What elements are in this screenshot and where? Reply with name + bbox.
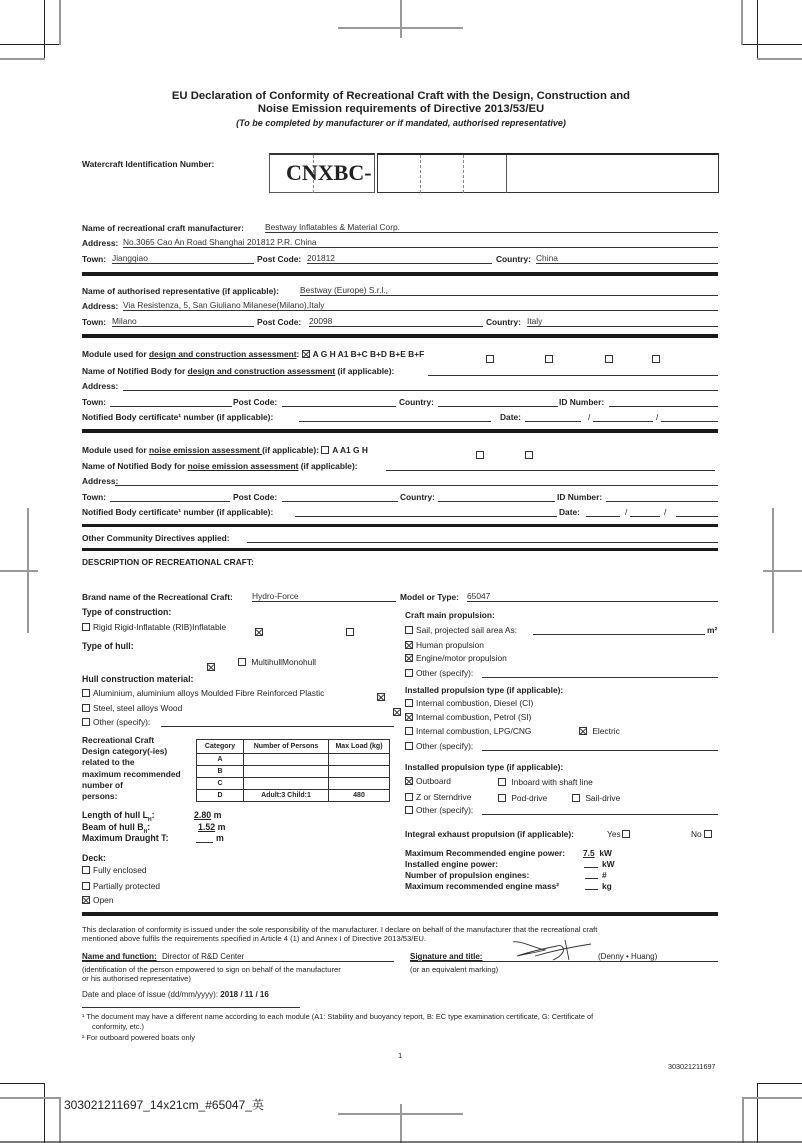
sail-checkbox[interactable] [405, 626, 413, 634]
draught-label: Maximum Draught T: [82, 833, 169, 843]
option-label: No [691, 829, 702, 839]
option-label: Sail, projected sail area As: [416, 625, 518, 635]
unit: m² [707, 625, 718, 635]
exhaust-no [691, 829, 715, 839]
category-table [196, 739, 390, 802]
table-cell[interactable] [329, 754, 390, 766]
installed-type-label-2: Installed propulsion type (if applicable): [405, 762, 564, 772]
label-underlined: design and construction assessment [149, 349, 297, 359]
module-checkbox[interactable] [545, 355, 553, 363]
table-row [197, 754, 390, 766]
material-text: Other (specify): [93, 717, 151, 727]
name-function-value: Director of R&D Center [162, 952, 245, 961]
option-label: Electric [592, 726, 620, 736]
construction-row [82, 622, 226, 632]
sail-area-field[interactable] [533, 625, 705, 635]
other-installed2-field[interactable] [482, 805, 718, 815]
human-row [405, 640, 484, 650]
rep-country-field[interactable]: Italy [527, 317, 718, 327]
signature-field[interactable] [410, 952, 718, 962]
exhaust-yes-checkbox[interactable] [622, 830, 630, 838]
installed-power-label: Installed engine power: [405, 859, 499, 869]
noise-address-label: Address: [82, 476, 119, 486]
saildrive-row [572, 793, 620, 803]
design-post-label: Post Code: [233, 397, 278, 407]
other-directives-label: Other Community Directives applied: [82, 533, 230, 543]
unit: # [602, 870, 607, 880]
hull-label: Type of hull: [82, 641, 134, 651]
hull-options-text: MultihullMonohull [251, 657, 317, 667]
noise-date-month[interactable] [630, 507, 660, 517]
material-other-field[interactable] [161, 717, 394, 727]
max-power-label: Maximum Recommended engine power: [405, 848, 566, 858]
table-header-row [197, 740, 390, 754]
noise-country-field[interactable] [438, 492, 555, 502]
material-row-2 [82, 703, 182, 713]
section-divider [82, 548, 718, 551]
table-cell: D [197, 790, 244, 802]
multihull-checkbox[interactable] [238, 658, 246, 666]
other-propulsion-field[interactable] [482, 668, 718, 678]
installed-type-label: Installed propulsion type (if applicable): [405, 685, 564, 695]
option-label: Inboard with shaft line [511, 777, 593, 787]
option-label: Partially protected [93, 881, 161, 891]
deck-label: Deck: [82, 853, 106, 863]
table-cell[interactable] [244, 754, 329, 766]
material-row-other [82, 717, 150, 727]
noise-module-checkbox[interactable] [476, 451, 484, 459]
deck-open-checkbox[interactable] [82, 896, 90, 904]
design-country-label: Country: [399, 397, 434, 407]
design-id-label: ID Number: [559, 397, 605, 407]
date-separator: / [656, 412, 659, 422]
unit: m [216, 833, 224, 843]
noise-town-label: Town: [82, 492, 107, 502]
option-label: Internal combustion, LPG/CNG [416, 726, 532, 736]
label-line: maximum recommended [82, 768, 181, 779]
design-town-field[interactable] [110, 397, 232, 407]
option-label: Human propulsion [416, 640, 484, 650]
rigid-checkbox[interactable] [82, 623, 90, 631]
material-other-checkbox[interactable] [82, 718, 90, 726]
section-divider [82, 912, 718, 916]
date-separator: / [664, 507, 667, 517]
table-cell[interactable] [329, 778, 390, 790]
noise-cert-label: Notified Body certificate¹ number (if applicable): [82, 507, 274, 517]
electric-row [579, 726, 620, 736]
name-function-field[interactable] [82, 952, 394, 962]
manufacturer-address-label: Address: [82, 238, 119, 248]
option-label: Z or Sterndrive [416, 792, 472, 802]
rib-checkbox[interactable] [255, 628, 263, 636]
brand-field[interactable]: Hydro-Force [252, 592, 396, 602]
max-mass-field[interactable] [585, 880, 598, 890]
label-line: Recreational Craft [82, 735, 155, 745]
design-nb-field[interactable] [428, 366, 718, 376]
declaration-text-1: This declaration of conformity is issued under the sole responsibility of the manufacturer. I declare on behalf of the manufacturer that the recreational craft [82, 925, 598, 934]
table-cell[interactable] [329, 766, 390, 778]
win-prefix-value: CNXBC- [286, 160, 372, 185]
rep-address-label: Address: [82, 301, 119, 311]
option-label: Engine/motor propulsion [416, 653, 507, 663]
noise-post-label: Post Code: [233, 492, 278, 502]
noise-date-day[interactable] [586, 507, 620, 517]
other-installed-field[interactable] [482, 741, 718, 751]
noise-country-label: Country: [400, 492, 435, 502]
other-directives-field[interactable] [247, 533, 718, 543]
manufacturer-post-field[interactable]: 201812 [307, 254, 492, 264]
material-label: Hull construction material: [82, 674, 194, 684]
construction-options-text: Rigid Rigid-Inflatable (RIB)Inflatable [93, 622, 227, 632]
table-cell: B [197, 766, 244, 778]
column-header: Number of Persons [244, 740, 329, 754]
manufacturer-name-label: Name of recreational craft manufacturer: [82, 223, 244, 233]
label-underlined: design and construction assessment [187, 366, 336, 376]
noise-id-field[interactable] [606, 492, 718, 502]
noise-nb-field[interactable] [386, 461, 715, 471]
label-underlined: noise emission assessment [187, 461, 299, 471]
pod-drive-checkbox[interactable] [498, 794, 506, 802]
deck-option [82, 881, 160, 891]
category-label [82, 735, 181, 802]
unit: m [213, 810, 222, 820]
label-text: Length of hull L [82, 810, 148, 820]
label-text: Module used for [82, 445, 149, 455]
max-power-value[interactable]: 7.5 [583, 848, 595, 858]
page-subtitle: (To be completed by manufacturer or if mandated, authorised representative) [236, 118, 566, 128]
design-date-month[interactable] [593, 412, 653, 422]
section-divider [82, 524, 718, 527]
zdrive-row [405, 792, 471, 802]
column-header: Max Load (kg) [329, 740, 390, 754]
brand-label: Brand name of the Recreational Craft: [82, 592, 233, 602]
signatory-name: (Denny • Huang) [598, 952, 658, 961]
inboard-row [498, 777, 593, 787]
footnote-2: ² For outboard powered boats only [82, 1033, 195, 1042]
table-row [197, 766, 390, 778]
beam-value-row [198, 822, 225, 832]
footnote-divider [82, 1007, 300, 1008]
identification-note-2: or his authorised representative) [82, 974, 191, 983]
page-title: EU Declaration of Conformity of Recreational Craft with the Design, Construction and [171, 90, 631, 102]
module-checkbox[interactable] [652, 355, 660, 363]
design-date-year[interactable] [661, 412, 718, 422]
draught-field[interactable] [196, 833, 213, 843]
design-date-label: Date: [500, 412, 521, 422]
table-row [197, 790, 390, 802]
manufacturer-town-field[interactable]: Jiangqiao [112, 254, 254, 264]
aluminium-checkbox[interactable] [82, 689, 90, 697]
length-value[interactable]: 2.80 [194, 810, 212, 820]
construction-label: Type of construction: [82, 607, 172, 617]
issue-date-label: Date and place of issue (dd/mm/yyyy): [82, 990, 219, 999]
deck-option [82, 865, 147, 875]
main-propulsion-label: Craft main propulsion: [405, 610, 495, 620]
unit: kW [602, 859, 615, 869]
noise-town-field[interactable] [110, 492, 230, 502]
lpg-row [405, 726, 531, 736]
unit: m [217, 822, 226, 832]
other-installed-checkbox[interactable] [405, 742, 413, 750]
option-label: Internal combustion, Petrol (SI) [416, 712, 532, 722]
exhaust-yes [607, 829, 633, 839]
subscript: H [147, 816, 152, 823]
description-heading: DESCRIPTION OF RECREATIONAL CRAFT: [82, 557, 254, 567]
other-installed2-row [405, 805, 473, 815]
design-id-field[interactable] [609, 397, 718, 407]
length-value-row [194, 810, 221, 820]
manufacturer-country-field[interactable]: China [536, 254, 718, 264]
other-propulsion-checkbox[interactable] [405, 669, 413, 677]
inflatable-checkbox[interactable] [346, 628, 354, 636]
noise-options-text: A A1 G H [332, 445, 368, 455]
module-checkbox[interactable] [605, 355, 613, 363]
section-divider [82, 429, 718, 433]
manufacturer-address-field[interactable]: No.3065 Cao An Road Shanghai 201812 P.R. China [123, 238, 718, 248]
frp-checkbox[interactable] [377, 693, 385, 701]
noise-module-row [82, 445, 368, 455]
document-code: 303021211697 [668, 1062, 716, 1071]
deck-option [82, 895, 114, 905]
material-text: Steel, steel alloys Wood [93, 703, 183, 713]
signature-label: Signature and title: [410, 952, 483, 961]
subscript: H [143, 828, 148, 835]
identification-note-1: (identification of the person empowered to sign on behalf of the manufacturer [82, 965, 341, 974]
table-cell[interactable] [244, 766, 329, 778]
sail-row [405, 625, 517, 635]
max-mass-label: Maximum recommended engine mass² [405, 881, 560, 891]
label-line: persons: [82, 791, 118, 802]
unit: kW [599, 848, 612, 858]
section-divider [82, 334, 718, 338]
model-label: Model or Type: [400, 592, 459, 602]
noise-address-field[interactable] [115, 476, 718, 486]
module-checkbox[interactable] [486, 355, 494, 363]
option-label: Pod-drive [511, 793, 548, 803]
win-label: Watercraft Identification Number: [82, 159, 215, 169]
label-text: (if applicable): [262, 445, 319, 455]
table-cell: C [197, 778, 244, 790]
manufacturer-name-field[interactable]: Bestway Inflatables & Material Corp. [265, 223, 718, 233]
option-label: Other (specify): [416, 741, 474, 751]
diesel-checkbox[interactable] [405, 699, 413, 707]
option-label: Outboard [416, 776, 451, 786]
noise-nb-label [82, 461, 358, 471]
signature-scribble-icon [505, 938, 595, 964]
diesel-row [405, 698, 533, 708]
label-text: Name of Notified Body for [82, 461, 188, 471]
option-label: Fully enclosed [93, 865, 147, 875]
table-cell[interactable] [244, 778, 329, 790]
option-label: Sail-drive [585, 793, 621, 803]
option-label: Internal combustion, Diesel (CI) [416, 698, 534, 708]
equivalent-marking-note: (or an equivalent marking) [410, 965, 499, 974]
num-engines-label: Number of propulsion engines: [405, 870, 530, 880]
sail-drive-checkbox[interactable] [572, 794, 580, 802]
label-text: (if applicable): [335, 366, 395, 376]
beam-value[interactable]: 1.52 [198, 822, 216, 832]
rep-name-field[interactable]: Bestway (Europe) S.r.l., [300, 286, 718, 296]
max-power-value-row [583, 848, 612, 858]
other-installed-row [405, 741, 473, 751]
label-line: number of [82, 779, 123, 790]
wood-checkbox[interactable] [393, 708, 401, 716]
win-box-main[interactable] [377, 153, 719, 193]
table-row [197, 778, 390, 790]
design-nb-label [82, 366, 394, 376]
design-date-day[interactable] [525, 412, 581, 422]
page-number: 1 [398, 1051, 403, 1060]
rep-town-field[interactable]: Milano [112, 317, 254, 327]
module-a-checkbox[interactable] [302, 350, 310, 358]
date-separator: / [588, 412, 591, 422]
design-address-field[interactable] [123, 381, 718, 391]
noise-id-label: ID Number: [557, 492, 603, 502]
installed-power-field[interactable] [584, 858, 598, 868]
manufacturer-town-label: Town: [82, 254, 107, 264]
print-slug: 303021211697_14x21cm_#65047_英 [64, 1098, 264, 1112]
declaration-text-2: mentioned above fulfils the requirements specified in Article 4 (1) and Annex I of Directive 2013/53/EU. [82, 934, 427, 943]
footnote-1-cont: conformity, etc.) [92, 1022, 145, 1031]
material-text: Aluminium, aluminium alloys Moulded Fibre Reinforced Plastic [93, 688, 325, 698]
design-country-field[interactable] [438, 397, 558, 407]
pod-row [498, 793, 547, 803]
issue-date-row [82, 990, 269, 1000]
design-town-label: Town: [82, 397, 107, 407]
engine-propulsion-checkbox[interactable] [405, 654, 413, 662]
engine-row [405, 653, 507, 663]
exhaust-no-checkbox[interactable] [704, 830, 712, 838]
monohull-checkbox[interactable] [207, 663, 215, 671]
label-line: related to the [82, 757, 135, 768]
petrol-row [405, 712, 531, 722]
unit: kg [602, 881, 612, 891]
model-field[interactable]: 65047 [467, 592, 718, 602]
column-header: Category [197, 740, 244, 754]
name-function-label: Name and function: [82, 952, 157, 961]
table-cell: A [197, 754, 244, 766]
page-title-line2: Noise Emission requirements of Directive 2013/53/EU [257, 103, 545, 115]
num-engines-field[interactable] [585, 869, 598, 879]
section-divider [82, 272, 718, 276]
label-text: Name of Notified Body for [82, 366, 188, 376]
option-label: Open [93, 895, 114, 905]
exhaust-label: Integral exhaust propulsion (if applicable): [405, 829, 574, 839]
label-text: Module used for [82, 349, 149, 359]
deck-fully-enclosed-checkbox[interactable] [82, 866, 90, 874]
option-label: Other (specify): [416, 668, 474, 678]
length-label: Length of hull $L_H$: [82, 810, 155, 823]
noise-date-label: Date: [559, 507, 580, 517]
rep-post-field[interactable]: 20098 [309, 317, 483, 327]
rep-country-label: Country: [486, 317, 521, 327]
beam-label: Beam of hull $B_H$: [82, 822, 151, 835]
human-propulsion-checkbox[interactable] [405, 641, 413, 649]
zdrive-checkbox[interactable] [405, 793, 413, 801]
noise-post-field[interactable] [282, 492, 398, 502]
outboard-checkbox[interactable] [405, 777, 413, 785]
design-cert-field[interactable] [299, 412, 491, 422]
design-cert-label: Notified Body certificate¹ number (if applicable): [82, 412, 274, 422]
noise-module-checkbox[interactable] [321, 446, 329, 454]
issue-date-value[interactable]: 2018 / 11 / 16 [220, 990, 269, 999]
electric-checkbox[interactable] [579, 727, 587, 735]
option-label: Other (specify): [416, 805, 474, 815]
material-row-1 [82, 688, 324, 698]
steel-checkbox[interactable] [82, 704, 90, 712]
rep-post-label: Post Code: [257, 317, 302, 327]
label-text: Beam of hull B [82, 822, 144, 832]
deck-partially-protected-checkbox[interactable] [82, 882, 90, 890]
rep-town-label: Town: [82, 317, 107, 327]
design-module-row [82, 349, 424, 359]
noise-date-year[interactable] [676, 507, 718, 517]
footnote-1: ¹ The document may have a different name according to each module (A1: Stability and buoyancy report, B: EC type examination certificate, G: Certificate of [82, 1012, 594, 1021]
noise-module-checkbox[interactable] [525, 451, 533, 459]
label-underlined: noise emission assessment [149, 445, 263, 455]
inboard-checkbox[interactable] [498, 778, 506, 786]
rep-address-field[interactable]: Via Resistenza, 5, San Giuliano Milanese(Milano),Italy [123, 301, 718, 311]
rep-name-label: Name of authorised representative (if applicable): [82, 286, 279, 296]
noise-cert-field[interactable] [295, 507, 557, 517]
outboard-row [405, 776, 451, 786]
other-installed2-checkbox[interactable] [405, 806, 413, 814]
design-address-label: Address: [82, 381, 119, 391]
module-options-text: A G H A1 B+C B+D B+E B+F [312, 349, 425, 359]
manufacturer-post-label: Post Code: [257, 254, 302, 264]
hull-row [238, 657, 316, 667]
lpg-checkbox[interactable] [405, 727, 413, 735]
table-cell[interactable]: Adult:3 Child:1 [244, 790, 329, 802]
date-separator: / [625, 507, 628, 517]
design-post-field[interactable] [282, 397, 396, 407]
other-prop-row [405, 668, 473, 678]
option-label: Yes [607, 829, 621, 839]
label-text: : [296, 349, 300, 359]
manufacturer-country-label: Country: [496, 254, 531, 264]
petrol-checkbox[interactable] [405, 713, 413, 721]
label-line: Design category(-ies) [82, 746, 168, 757]
table-cell[interactable]: 480 [329, 790, 390, 802]
label-text: (if applicable): [298, 461, 358, 471]
